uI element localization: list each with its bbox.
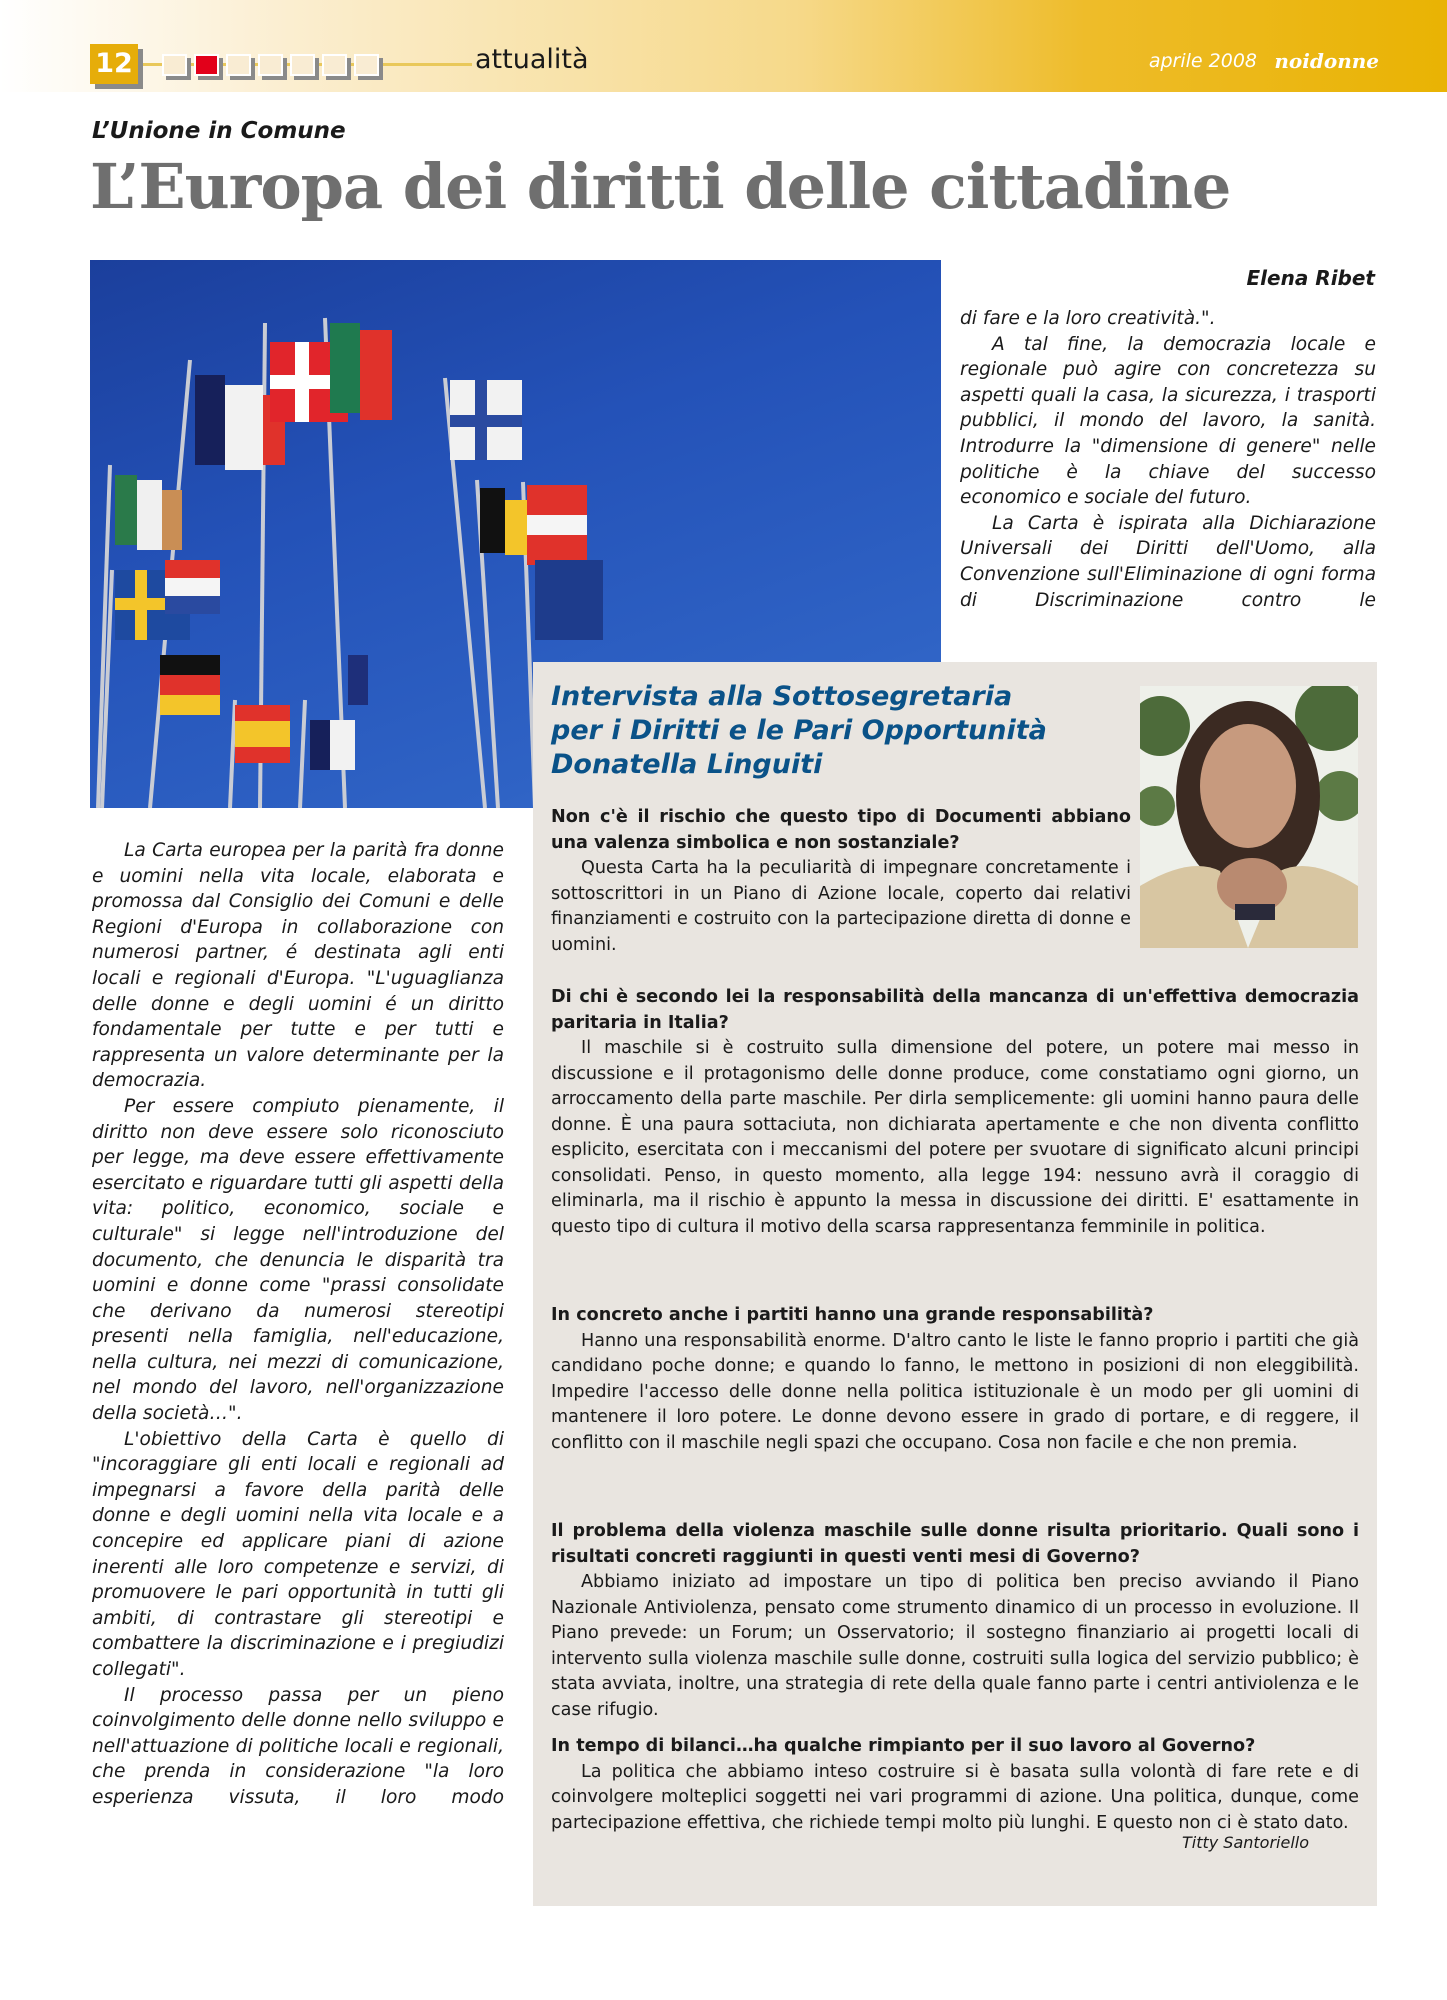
- interview-answer: Il maschile si è costruito sulla dimensione del potere, un potere mai messo in discussione e il protagonismo delle donne produce, come constatiamo ogni giorno, un arroccamento della parte maschile. Per dirla semplicemente: gli uomini hanno paura delle donne. È una paura sottaciuta, non dichiarata apertamente e che non diventa conflitto esplicito, esercitata con i meccanismi del potere per svuotare di significato alcuni principi consolidati. Penso, in questo momento, alla legge 194: nessuno avrà il coraggio di eliminarla, ma il rischio è appunto la messa in discussione dei diritti. E' esattamente in questo tipo di cultura il motivo della scarsa rappresentanza femminile in politica.: [551, 1038, 1359, 1237]
- interview-question: In concreto anche i partiti hanno una grande responsabilità?: [551, 1305, 1154, 1325]
- article-right-column: [960, 306, 1376, 613]
- qa-item: [551, 805, 1131, 958]
- portrait-illustration-icon: [1140, 686, 1358, 948]
- interview-title-line: Intervista alla Sottosegretaria: [551, 681, 1013, 712]
- interview-box: [533, 662, 1377, 1906]
- qa-item: [551, 985, 1359, 1240]
- interview-title-line: per i Diritti e le Pari Opportunità: [551, 715, 1047, 746]
- section-nav-box: [322, 54, 347, 76]
- article-paragraph: L'obiettivo della Carta è quello di "incoraggiare gli enti locali e regionali ad impegnarsi a favore della parità delle donne e degli uomini nella vita locale e a concepire ed applicare piani di azione inerenti alle loro competenze e servizi, di promuovere le pari opportunità in tutti gli ambiti, di contrastare gli stereotipi e combattere la discriminazione e i pregiudizi collegati".: [92, 1428, 504, 1680]
- article-paragraph: La Carta europea per la parità fra donne e uomini nella vita locale, elaborata e promossa dal Consiglio dei Comuni e delle Regioni d'Europa in collaborazione con numerosi partner, é destinata agli enti locali e regionali d'Europa. "L'uguaglianza delle donne e degli uomini é un diritto fondamentale per tutte e per tutti e rappresenta un valore determinante per la democrazia.: [92, 840, 504, 1092]
- interview-answer: Hanno una responsabilità enorme. D'altro canto le liste le fanno proprio i partiti che già candidano poche donne; e quando lo fanno, le mettono in posizioni di non eleggibilità. Impedire l'accesso delle donne nella politica istituzionale è un modo per gli uomini di mantenere il loro potere. Le donne devono essere in grado di portare, e di reggere, il conflitto con il maschile negli spazi che occupano. Cosa non facile e che non premia.: [551, 1330, 1359, 1453]
- page-number: 12: [90, 44, 138, 84]
- issue-date: aprile 2008: [1148, 50, 1257, 72]
- qa-item: [551, 1734, 1359, 1836]
- article-paragraph: Il processo passa per un pieno coinvolgimento delle donne nello sviluppo e nell'attuazione di politiche locali e regionali, che prenda in considerazione "la loro esperienza vissuta, il loro modo: [92, 1684, 504, 1808]
- interview-question: In tempo di bilanci…ha qualche rimpianto per il suo lavoro al Governo?: [551, 1736, 1256, 1756]
- header-band: [0, 0, 1447, 92]
- interview-answer: La politica che abbiamo inteso costruire si è basata sulla volontà di fare rete e di coinvolgere molteplici soggetti nei vari programmi di azione. Una politica, dunque, come partecipazione effettiva, che richiede tempi molto più lunghi. E questo non ci è stato dato.: [551, 1761, 1359, 1833]
- interview-title-line: Donatella Linguiti: [551, 749, 823, 780]
- qa-item: [551, 1303, 1359, 1456]
- interview-question: Di chi è secondo lei la responsabilità della mancanza di un'effettiva democrazia paritaria in Italia?: [551, 987, 1359, 1033]
- section-nav-box: [258, 54, 283, 76]
- interview-answer: Questa Carta ha la peculiarità di impegnare concretamente i sottoscrittori in un Piano di Azione locale, coperto dai relativi finanziamenti e costruito con la partecipazione diretta di donne e uomini.: [551, 858, 1131, 955]
- article-headline: L’Europa dei diritti delle cittadine: [90, 150, 1231, 223]
- article-kicker: L’Unione in Comune: [92, 118, 346, 144]
- interview-answer: Abbiamo iniziato ad impostare un tipo di politica ben preciso avviando il Piano Nazionale Antiviolenza, pensato come strumento dinamico di un processo in evoluzione. Il Piano prevede: un Forum; un Osservatorio; il sostegno finanziario ai progetti locali di intervento sulla violenza maschile sulle donne, costruiti sulla logica del servizio pubblico; è stata avviata, inoltre, una strategia di rete della quale fanno parte i centri antiviolenza e le case rifugio.: [551, 1572, 1359, 1720]
- section-nav-box: [290, 54, 315, 76]
- article-byline: Elena Ribet: [1246, 266, 1375, 290]
- section-nav: [162, 54, 379, 76]
- article-left-column: [92, 838, 504, 1811]
- interview-title: [551, 680, 1111, 782]
- section-nav-box: [226, 54, 251, 76]
- article-paragraph: La Carta è ispirata alla Dichiarazione Universali dei Diritti dell'Uomo, alla Convenzione sull'Eliminazione di ogni forma di Discriminazione contro le: [960, 512, 1376, 611]
- section-nav-box: [162, 54, 187, 76]
- section-nav-box-active: [194, 54, 219, 76]
- portrait-photo: [1140, 686, 1358, 948]
- article-paragraph: Per essere compiuto pienamente, il diritto non deve essere solo riconosciuto per legge, ma deve essere effettivamente esercitato e riguardare tutti gli aspetti della vita: politico, economico, sociale e culturale" si legge nell'introduzione del documento, che denuncia le disparità tra uomini e donne come "prassi consolidate che derivano da numerosi stereotipi presenti nella famiglia, nell'educazione, nella cultura, nei mezzi di comunicazione, nel mondo del lavoro, nell'organizzazione della società…".: [92, 1095, 504, 1425]
- article-paragraph: A tal fine, la democrazia locale e regionale può agire con concretezza su aspetti quali la casa, la sicurezza, i trasporti pubblici, il mondo del lavoro, la sanità. Introdurre la "dimensione di genere" nelle politiche è la chiave del successo economico e sociale del futuro.: [960, 333, 1376, 509]
- magazine-name: noidonne: [1274, 49, 1379, 73]
- section-nav-box: [354, 54, 379, 76]
- article-paragraph: di fare e la loro creatività.".: [960, 308, 1216, 329]
- interview-question: Il problema della violenza maschile sulle donne risulta prioritario. Quali sono i risultati concreti raggiunti in questi venti mesi di Governo?: [551, 1521, 1359, 1567]
- interview-signature: Titty Santoriello: [1181, 1833, 1309, 1852]
- interview-question: Non c'è il rischio che questo tipo di Documenti abbiano una valenza simbolica e non sostanziale?: [551, 807, 1131, 853]
- section-label: attualità: [475, 44, 589, 75]
- qa-item: [551, 1519, 1359, 1723]
